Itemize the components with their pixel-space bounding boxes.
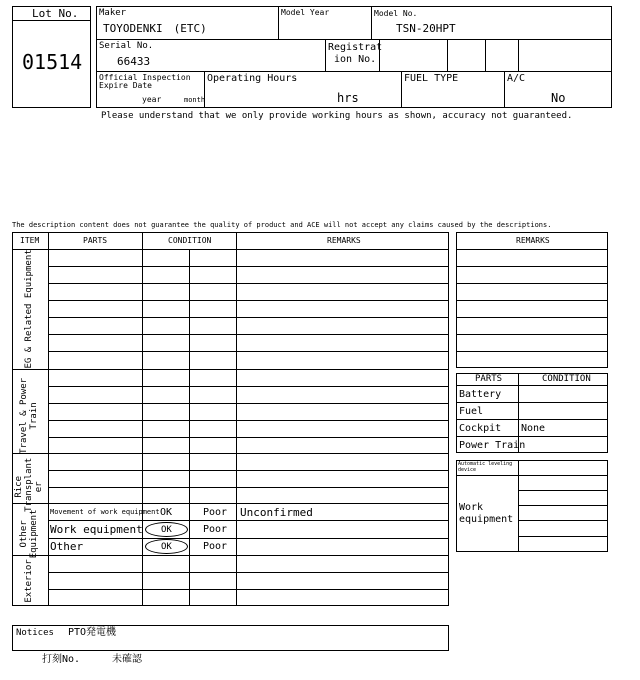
condition-col-header: CONDITION — [542, 374, 591, 384]
serial-label: Serial No. — [99, 41, 154, 51]
year-label: year — [142, 95, 162, 104]
registration-label-2: ion No. — [334, 54, 377, 65]
part-power-train: Power Train — [459, 440, 526, 451]
parts-header: PARTS — [83, 236, 108, 245]
fuel-label: FUEL TYPE — [404, 73, 459, 84]
inspection-label: Official Inspection — [99, 73, 191, 82]
condition-poor-1: Poor — [203, 507, 228, 518]
condition-ok-1: OK — [160, 507, 173, 518]
description-disclaimer: The description content does not guarantee the quality of product and ACE will not accept any claims caused by the descriptions. — [12, 221, 552, 229]
condition-ok-3: OK — [161, 542, 172, 552]
remarks-header: REMARKS — [327, 236, 361, 245]
model-no-value: TSN-20HPT — [396, 22, 456, 35]
registration-label: Registrat — [328, 42, 383, 53]
condition-cockpit: None — [521, 423, 546, 434]
condition-ok-2: OK — [161, 525, 172, 535]
lot-number: 01514 — [22, 50, 83, 74]
part-battery: Battery — [459, 389, 502, 400]
part-movement-work: Movement of work equipment — [50, 508, 160, 516]
ac-label: A/C — [507, 73, 526, 84]
inspection-label-2: Expire Date — [99, 81, 152, 90]
model-year-label: Model Year — [281, 8, 330, 17]
section-travel-label: Travel & Power Train — [19, 377, 39, 454]
maker-label: Maker — [99, 8, 127, 18]
part-fuel: Fuel — [459, 406, 484, 417]
notices-value: PTO発電機 — [68, 627, 117, 638]
stamp-label: 打刻No. — [42, 654, 81, 665]
auto-leveling-label: Automatic leveling — [458, 461, 513, 467]
hours-unit: hrs — [337, 91, 359, 105]
part-work-equipment: Work equipment — [50, 523, 143, 536]
part-other: Other — [50, 540, 84, 553]
condition-poor-3: Poor — [203, 541, 228, 552]
condition-poor-2: Poor — [203, 524, 228, 535]
part-cockpit: Cockpit — [459, 423, 502, 434]
model-no-label: Model No. — [374, 9, 418, 18]
work-equipment-label: Work — [459, 502, 484, 513]
work-equipment-label-2: equipment — [459, 514, 514, 525]
notices-label: Notices — [16, 628, 54, 638]
serial-value: 66433 — [117, 55, 151, 68]
section-eg-label: EG & Related Equipment — [24, 249, 35, 369]
side-remarks-header: REMARKS — [516, 236, 550, 245]
stamp-value: 未確認 — [112, 654, 142, 665]
parts-col-header: PARTS — [475, 374, 503, 384]
section-rice-label: Rice Transplant er — [14, 457, 44, 512]
hours-label: Operating Hours — [207, 73, 298, 84]
maker-value: TOYODENKI (ETC) — [103, 22, 207, 35]
ac-value: No — [551, 91, 566, 105]
month-label: month — [184, 96, 206, 104]
auto-leveling-label-2: device — [458, 467, 477, 473]
hours-disclaimer: Please understand that we only provide working hours as shown, accuracy not guaranteed. — [101, 111, 573, 121]
section-other-label: Other Equipment — [19, 509, 39, 559]
item-header: ITEM — [20, 236, 40, 245]
section-exterior-label: Exterior — [24, 559, 35, 603]
lot-label: Lot No. — [32, 7, 79, 20]
condition-header: CONDITION — [168, 236, 212, 245]
remark-unconfirmed: Unconfirmed — [240, 506, 313, 519]
